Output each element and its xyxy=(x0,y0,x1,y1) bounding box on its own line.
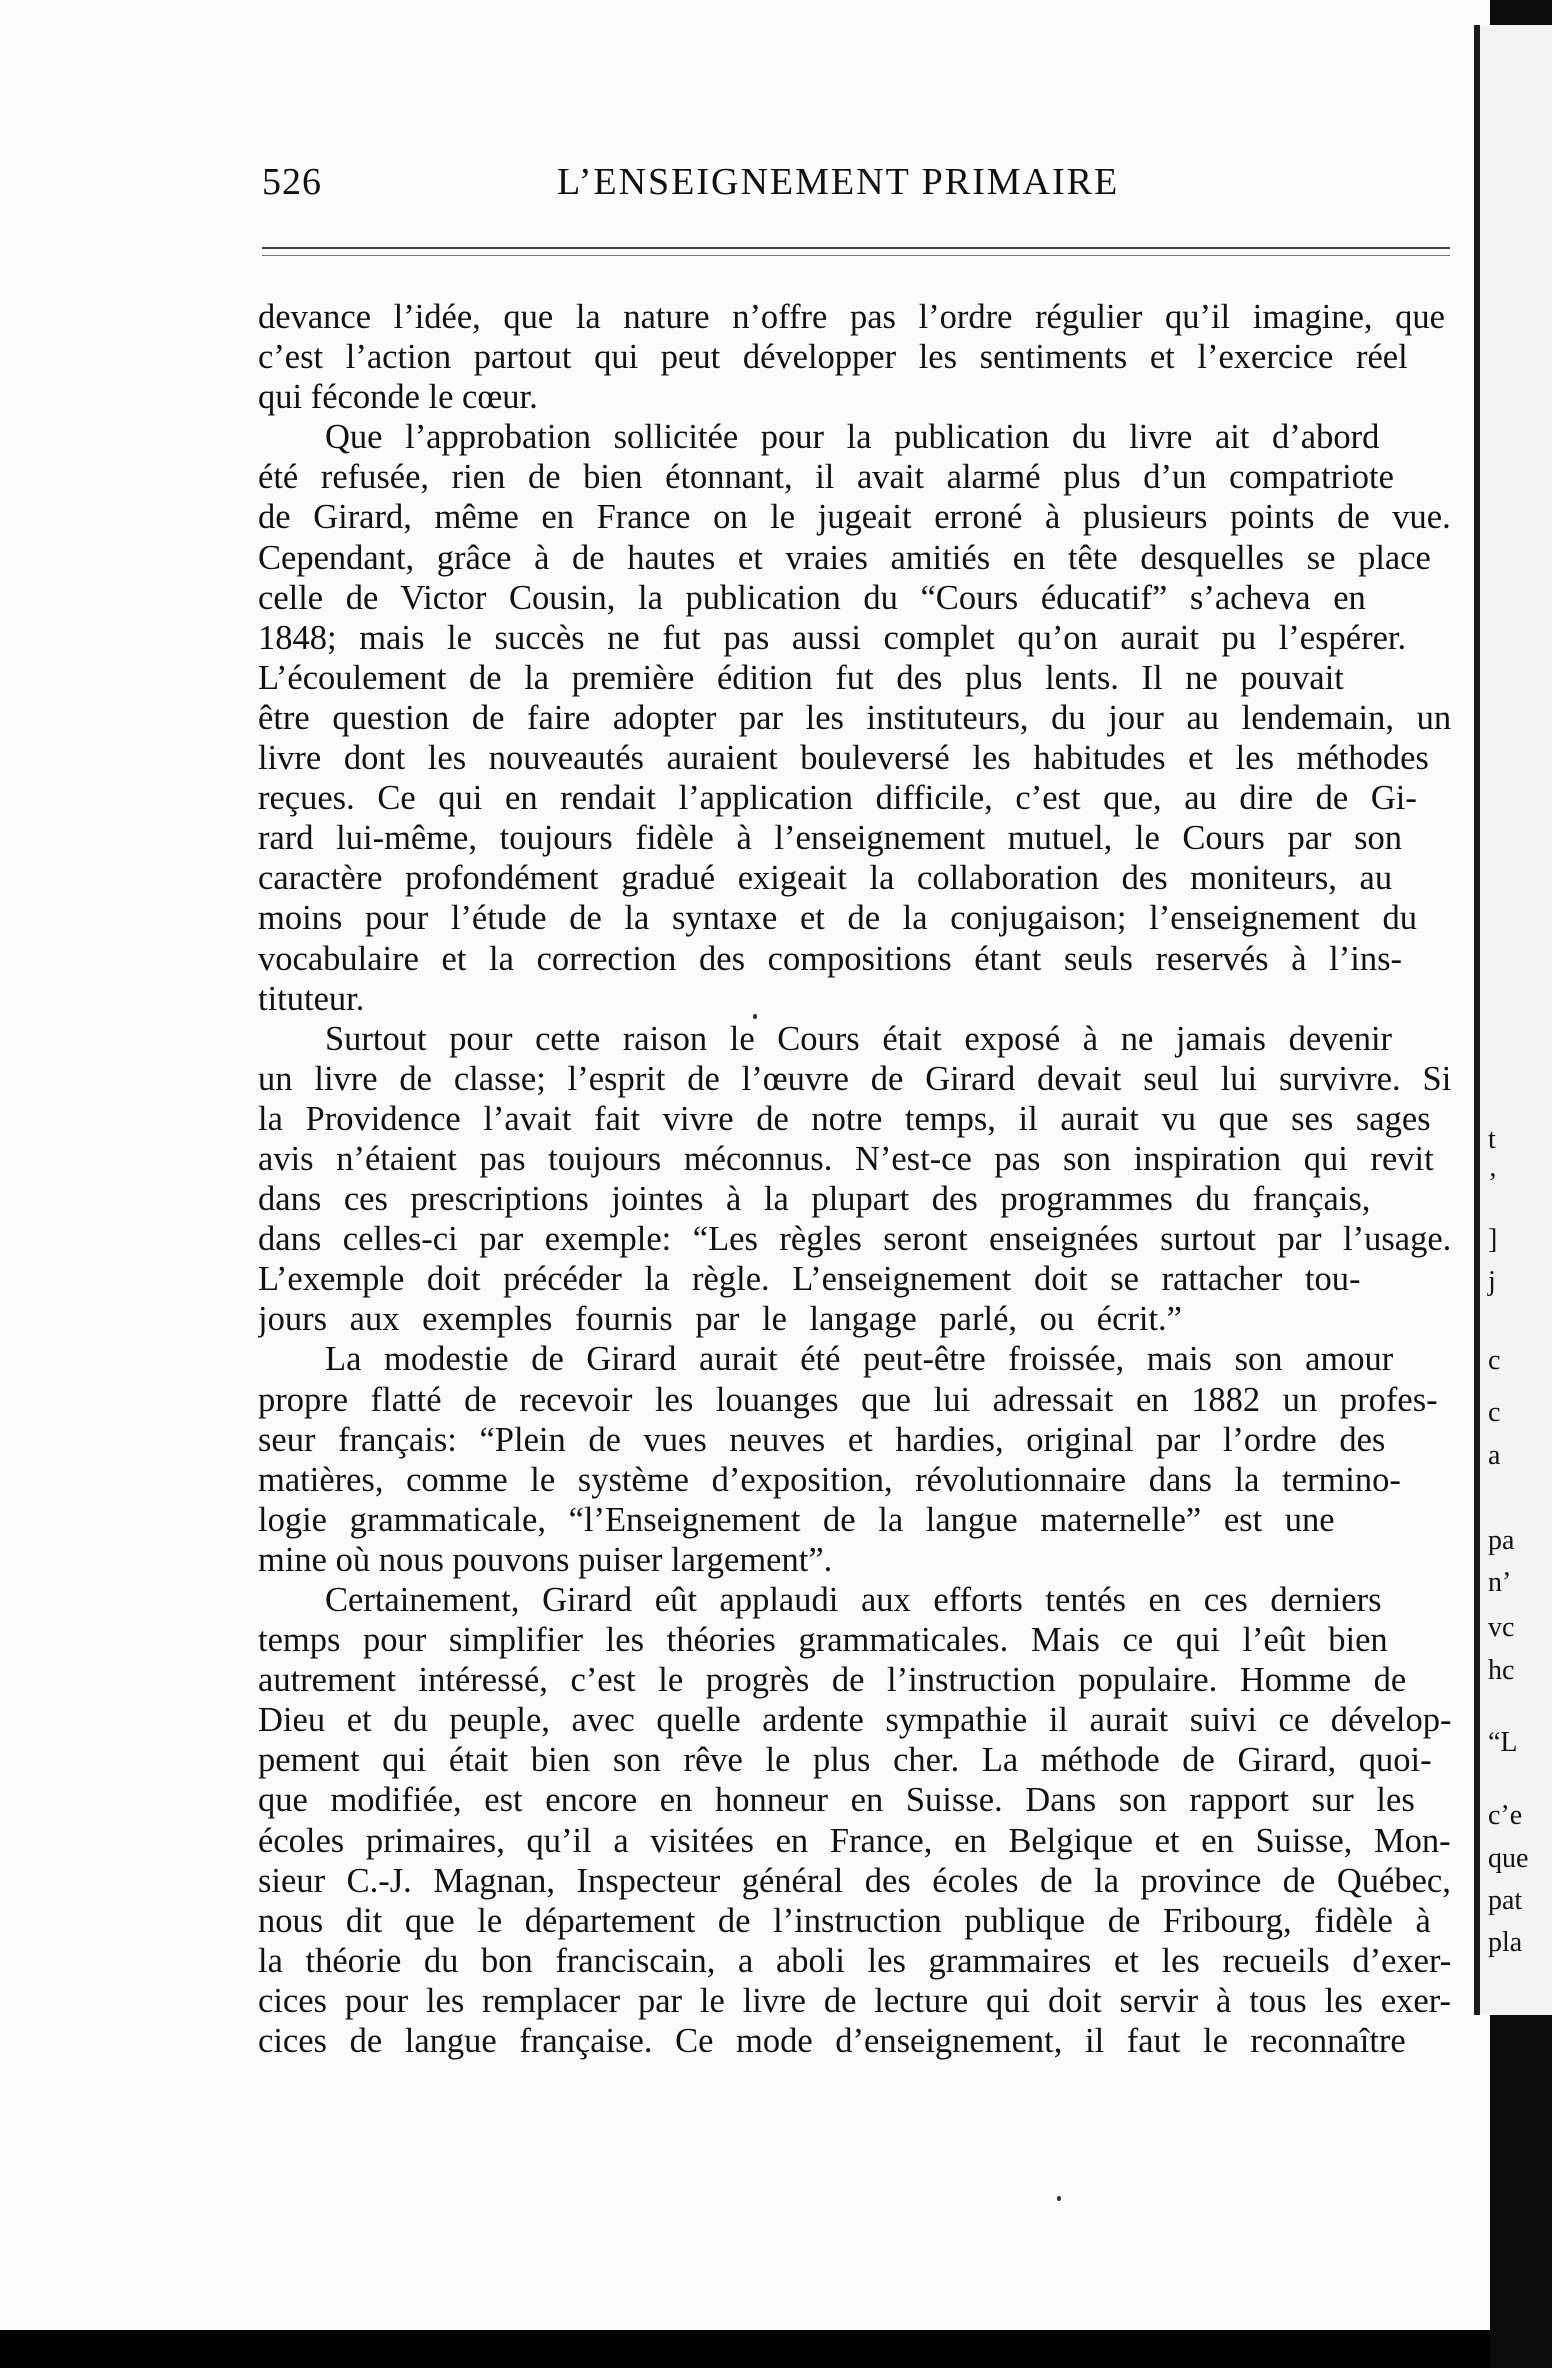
text-line: cices de langue française. Ce mode d’enseignement, il faut le reconnaître xyxy=(258,2022,1406,2061)
text-line: dans ces prescriptions jointes à la plupart des programmes du français, xyxy=(258,1180,1371,1219)
text-line: nous dit que le département de l’instruction publique de Fribourg, fidèle à xyxy=(258,1901,1431,1940)
text-line: jours aux exemples fournis par le langage parlé, ou écrit.” xyxy=(258,1300,1182,1339)
facing-page-fragment: ’ xyxy=(1488,1168,1498,1199)
text-line: de Girard, même en France on le jugeait erroné à plusieurs points de vue. xyxy=(258,498,1451,537)
text-line: été refusée, rien de bien étonnant, il avait alarmé plus d’un compatriote xyxy=(258,458,1394,497)
running-head xyxy=(262,160,1450,210)
text-line: devance l’idée, que la nature n’offre pas l’ordre régulier qu’il imagine, que xyxy=(258,298,1445,336)
text-line: matières, comme le système d’exposition, révolutionnaire dans la termino- xyxy=(258,1460,1401,1499)
facing-page-fragment: hc xyxy=(1488,1655,1515,1686)
text-line: la Providence l’avait fait vivre de notre temps, il aurait vu que ses sages xyxy=(258,1099,1431,1138)
facing-page-fragment: pat xyxy=(1488,1885,1523,1916)
facing-page-edge xyxy=(1474,25,1552,2015)
facing-page-fragment: ] xyxy=(1488,1224,1498,1255)
text-line: un livre de classe; l’esprit de l’œuvre de Girard devait seul lui survivre. Si xyxy=(258,1059,1451,1098)
text-line: que modifiée, est encore en honneur en Suisse. Dans son rapport sur les xyxy=(258,1781,1415,1820)
text-line: seur français: “Plein de vues neuves et hardies, original par l’ordre des xyxy=(258,1420,1386,1459)
facing-page-fragment: a xyxy=(1488,1440,1501,1471)
text-line: qui féconde le cœur. xyxy=(258,378,538,417)
text-line: logie grammaticale, “l’Enseignement de la langue maternelle” est une xyxy=(258,1500,1335,1539)
text-line: écoles primaires, qu’il a visitées en France, en Belgique et en Suisse, Mon- xyxy=(258,1821,1451,1860)
print-speck xyxy=(1057,2196,1061,2201)
text-line: pement qui était bien son rêve le plus cher. La méthode de Girard, quoi- xyxy=(258,1741,1432,1780)
text-line: livre dont les nouveautés auraient bouleversé les habitudes et les méthodes xyxy=(258,739,1429,778)
page-title: L’ENSEIGNEMENT PRIMAIRE xyxy=(557,161,1120,203)
text-line: Que l’approbation sollicitée pour la publication du livre ait d’abord xyxy=(325,418,1380,457)
text-line: tituteur. xyxy=(258,979,365,1018)
text-line: avis n’étaient pas toujours méconnus. N’est-ce pas son inspiration qui revit xyxy=(258,1139,1434,1178)
text-line: propre flatté de recevoir les louanges que lui adressait en 1882 un profes- xyxy=(258,1380,1438,1419)
text-line: sieur C.-J. Magnan, Inspecteur général des écoles de la province de Québec, xyxy=(258,1861,1451,1900)
facing-page-fragment: pla xyxy=(1488,1927,1523,1958)
text-line: reçues. Ce qui en rendait l’application difficile, c’est que, au dire de Gi- xyxy=(258,779,1417,818)
facing-page-fragment: c xyxy=(1488,1397,1501,1428)
facing-page-fragment: c xyxy=(1488,1345,1501,1376)
text-line: Certainement, Girard eût applaudi aux efforts tentés en ces derniers xyxy=(325,1581,1382,1619)
text-line: mine où nous pouvons puiser largement”. xyxy=(258,1540,833,1579)
text-line: dans celles-ci par exemple: “Les règles seront enseignées surtout par l’usage. xyxy=(258,1220,1451,1259)
facing-page-fragment: n’ xyxy=(1488,1567,1512,1598)
body-text xyxy=(258,297,1451,2061)
text-line: cices pour les remplacer par le livre de lecture qui doit servir à tous les exer- xyxy=(258,1981,1451,2020)
text-line: La modestie de Girard aurait été peut-être froissée, mais son amour xyxy=(325,1340,1394,1379)
facing-page-fragment: t xyxy=(1488,1124,1496,1155)
text-line: Surtout pour cette raison le Cours était exposé à ne jamais devenir xyxy=(325,1019,1393,1058)
facing-page-fragment: que xyxy=(1488,1843,1529,1874)
text-line: c’est l’action partout qui peut développer les sentiments et l’exercice réel xyxy=(258,338,1408,377)
print-speck xyxy=(753,1014,757,1019)
text-line: être question de faire adopter par les instituteurs, du jour au lendemain, un xyxy=(258,698,1451,737)
text-line: la théorie du bon franciscain, a aboli les grammaires et les recueils d’exer- xyxy=(258,1941,1451,1980)
page-number: 526 xyxy=(262,161,322,203)
text-line: vocabulaire et la correction des compositions étant seuls reservés à l’ins- xyxy=(258,939,1402,978)
text-line: celle de Victor Cousin, la publication du “Cours éducatif” s’acheva en xyxy=(258,578,1366,617)
facing-page-fragment: “L xyxy=(1488,1727,1518,1758)
facing-page-fragment: c’e xyxy=(1488,1800,1523,1831)
facing-page-fragment: vc xyxy=(1488,1612,1515,1643)
facing-page-fragment: j xyxy=(1488,1266,1496,1297)
text-line: temps pour simplifier les théories grammaticales. Mais ce qui l’eût bien xyxy=(258,1621,1388,1660)
text-line: 1848; mais le succès ne fut pas aussi complet qu’on aurait pu l’espérer. xyxy=(258,618,1407,657)
text-line: caractère profondément gradué exigeait la collaboration des moniteurs, au xyxy=(258,859,1393,898)
scan-border-bottom xyxy=(0,2330,1490,2368)
header-rule xyxy=(262,247,1450,249)
text-line: L’écoulement de la première édition fut des plus lents. Il ne pouvait xyxy=(258,658,1344,697)
text-line: Cependant, grâce à de hautes et vraies amitiés en tête desquelles se place xyxy=(258,538,1431,577)
text-line: L’exemple doit précéder la règle. L’enseignement doit se rattacher tou- xyxy=(258,1260,1361,1299)
facing-page-fragment: pa xyxy=(1488,1525,1515,1556)
text-line: rard lui-même, toujours fidèle à l’enseignement mutuel, le Cours par son xyxy=(258,819,1403,858)
text-line: Dieu et du peuple, avec quelle ardente sympathie il aurait suivi ce dévelop- xyxy=(258,1701,1451,1740)
header-rule-thin xyxy=(262,255,1450,256)
text-line: autrement intéressé, c’est le progrès de l’instruction populaire. Homme de xyxy=(258,1661,1407,1700)
text-line: moins pour l’étude de la syntaxe et de la conjugaison; l’enseignement du xyxy=(258,899,1418,938)
